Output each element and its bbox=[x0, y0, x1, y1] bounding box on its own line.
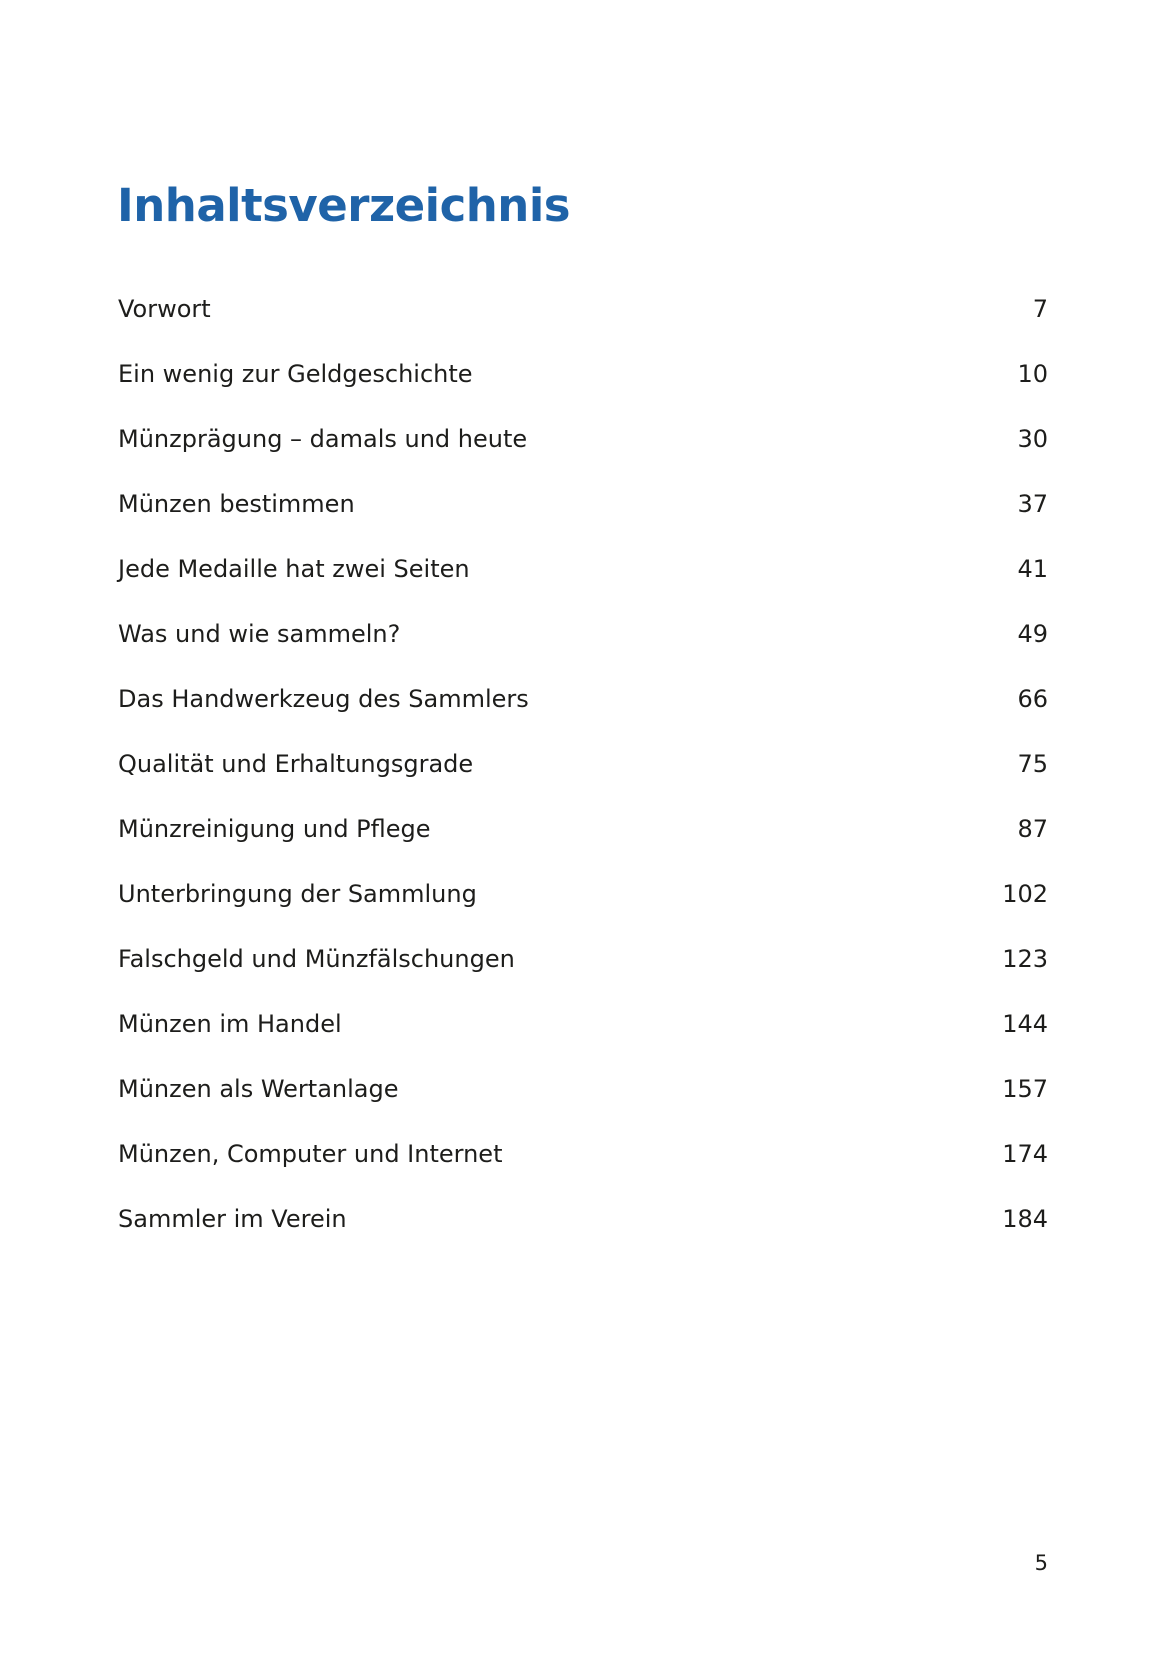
toc-entry[interactable] bbox=[118, 745, 1048, 810]
toc-entry-page: 102 bbox=[1002, 880, 1048, 908]
toc-entry-title: Unterbringung der Sammlung bbox=[118, 880, 477, 908]
toc-entry-page: 157 bbox=[1002, 1075, 1048, 1103]
toc-entry[interactable] bbox=[118, 1070, 1048, 1135]
toc-entry-title: Münzen als Wertanlage bbox=[118, 1075, 399, 1103]
toc-entry-page: 144 bbox=[1002, 1010, 1048, 1038]
toc-entry[interactable] bbox=[118, 550, 1048, 615]
toc-entry-title: Münzen im Handel bbox=[118, 1010, 342, 1038]
toc-entry[interactable] bbox=[118, 485, 1048, 550]
toc-entry-page: 184 bbox=[1002, 1205, 1048, 1233]
toc-entry[interactable] bbox=[118, 875, 1048, 940]
toc-entry-title: Das Handwerkzeug des Sammlers bbox=[118, 685, 529, 713]
toc-entry-title: Vorwort bbox=[118, 295, 211, 323]
toc-entry-page: 75 bbox=[1017, 750, 1048, 778]
toc-entry-title: Ein wenig zur Geldgeschichte bbox=[118, 360, 473, 388]
toc-entry-title: Was und wie sammeln? bbox=[118, 620, 401, 648]
toc-entry-page: 123 bbox=[1002, 945, 1048, 973]
toc-entry[interactable] bbox=[118, 680, 1048, 745]
toc-entry-title: Sammler im Verein bbox=[118, 1205, 347, 1233]
toc-entry-title: Jede Medaille hat zwei Seiten bbox=[118, 555, 470, 583]
toc-entry[interactable] bbox=[118, 290, 1048, 355]
toc-entry-page: 37 bbox=[1017, 490, 1048, 518]
toc-entry[interactable] bbox=[118, 420, 1048, 485]
toc-entry-page: 49 bbox=[1017, 620, 1048, 648]
toc-entry[interactable] bbox=[118, 940, 1048, 1005]
toc-entry-title: Münzen bestimmen bbox=[118, 490, 355, 518]
toc-entry-page: 30 bbox=[1017, 425, 1048, 453]
toc-entry-page: 7 bbox=[1032, 295, 1048, 323]
toc-entry[interactable] bbox=[118, 810, 1048, 875]
toc-entry-page: 174 bbox=[1002, 1140, 1048, 1168]
toc-entry[interactable] bbox=[118, 1005, 1048, 1070]
toc-entry-title: Qualität und Erhaltungsgrade bbox=[118, 750, 474, 778]
toc-entry-title: Münzreinigung und Pflege bbox=[118, 815, 431, 843]
toc-entry-page: 41 bbox=[1017, 555, 1048, 583]
toc-entry-page: 87 bbox=[1017, 815, 1048, 843]
page-title: Inhaltsverzeichnis bbox=[117, 179, 571, 232]
toc-entry-page: 66 bbox=[1017, 685, 1048, 713]
toc-entry-title: Münzprägung – damals und heute bbox=[118, 425, 528, 453]
toc-entry[interactable] bbox=[118, 1200, 1048, 1265]
table-of-contents bbox=[118, 290, 1048, 1265]
toc-entry-title: Falschgeld und Münzfälschungen bbox=[118, 945, 515, 973]
page-number: 5 bbox=[1034, 1551, 1048, 1575]
toc-entry[interactable] bbox=[118, 355, 1048, 420]
toc-entry[interactable] bbox=[118, 1135, 1048, 1200]
toc-entry[interactable] bbox=[118, 615, 1048, 680]
toc-entry-title: Münzen, Computer und Internet bbox=[118, 1140, 503, 1168]
toc-entry-page: 10 bbox=[1017, 360, 1048, 388]
